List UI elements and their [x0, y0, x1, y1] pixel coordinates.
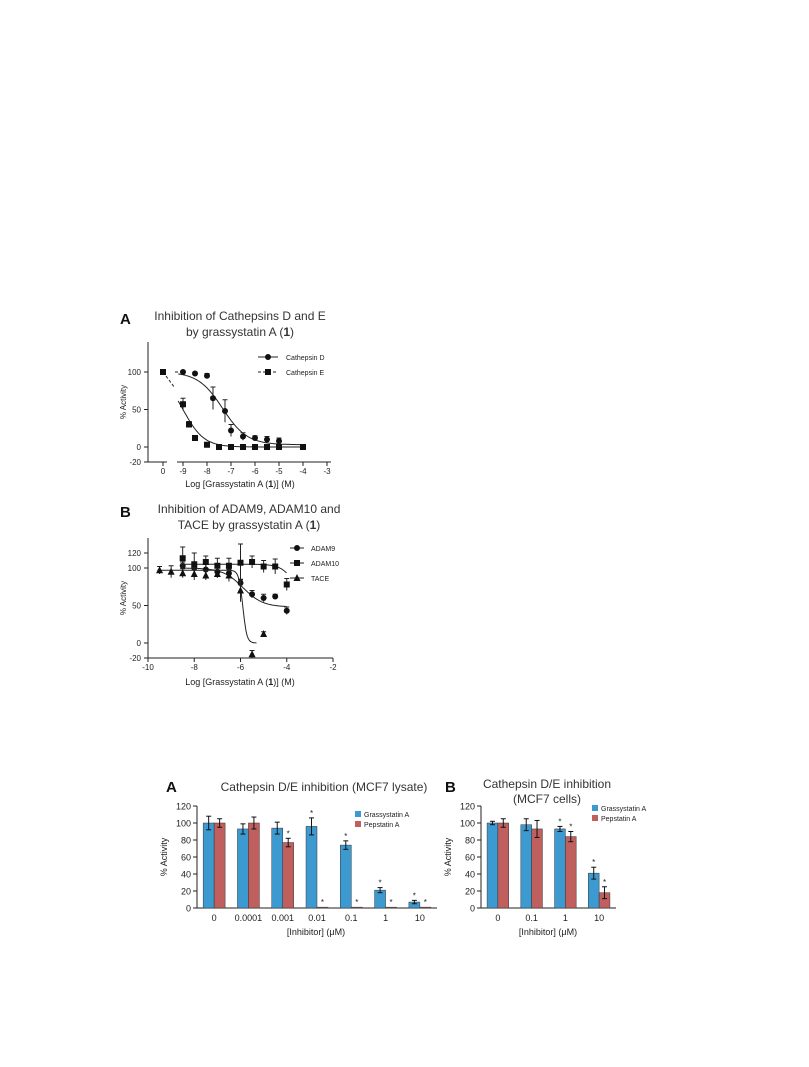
- bar-pepstatin-a: [317, 907, 328, 908]
- bar-grassystatin-a: [237, 829, 248, 908]
- x-tick-label: 0.01: [308, 913, 326, 923]
- figure2-panel-b: [443, 775, 643, 805]
- significance-star: *: [423, 898, 427, 908]
- x-axis-label: Log [Grassystatin A (1)] (M): [185, 479, 295, 489]
- y-tick-label: 0: [185, 903, 191, 914]
- y-tick-label: -20: [129, 654, 141, 663]
- x-tick-label: 1: [562, 913, 568, 923]
- bar-pepstatin-a: [532, 829, 543, 908]
- x-tick-label: 0: [495, 913, 501, 923]
- x-tick-label: 1: [383, 913, 389, 923]
- y-tick-label: 20: [464, 886, 475, 897]
- legend-swatch: [592, 815, 598, 821]
- title-line1: Inhibition of ADAM9, ADAM10 and: [157, 502, 341, 516]
- significance-star: *: [309, 808, 314, 818]
- y-tick-label: 0: [469, 903, 475, 914]
- title-line2-post: ): [316, 518, 321, 532]
- y-tick-label: 0: [136, 443, 141, 452]
- bar-pepstatin-a: [283, 843, 294, 908]
- bar-pepstatin-a: [565, 837, 576, 908]
- bar-pepstatin-a: [351, 907, 362, 908]
- title-line2: (MCF7 cells): [513, 792, 581, 806]
- x-tick-label: -10: [142, 663, 154, 672]
- title-line2-bold: 1: [283, 325, 291, 339]
- figure1-panel-b: [110, 500, 360, 700]
- x-tick-label: 0: [160, 467, 166, 476]
- x-tick-label: -9: [179, 467, 187, 476]
- bar-grassystatin-a: [203, 823, 214, 908]
- legend-label: Pepstatin A: [364, 822, 400, 829]
- legend-label: TACE: [311, 576, 330, 583]
- chart-title: [144, 501, 354, 533]
- y-tick-label: 120: [459, 801, 475, 812]
- significance-star: *: [355, 898, 359, 908]
- y-tick-label: 20: [180, 886, 191, 897]
- y-tick-label: 0: [136, 639, 141, 648]
- x-tick-label: -3: [323, 467, 331, 476]
- significance-star: *: [569, 822, 573, 832]
- y-tick-label: 50: [132, 601, 141, 611]
- x-tick-label: 0.1: [525, 913, 538, 923]
- bar-grassystatin-a: [375, 890, 386, 908]
- title-line1: Inhibition of Cathepsins D and E: [154, 309, 326, 323]
- figure2-panel-a: [164, 775, 444, 805]
- y-tick-label: 100: [127, 368, 141, 377]
- significance-star: *: [592, 858, 596, 868]
- panel-label: A: [120, 311, 131, 328]
- title-line2-post: ): [290, 325, 295, 339]
- x-axis-label: Log [Grassystatin A (1)] (M): [185, 677, 295, 687]
- chart-title: Cathepsin D/E inhibition (MCF7 lysate): [220, 780, 428, 794]
- x-tick-label: 0: [211, 913, 217, 923]
- y-tick-label: 120: [127, 549, 141, 558]
- y-axis-label: % Activity: [159, 837, 169, 877]
- x-tick-label: -8: [203, 467, 211, 476]
- significance-star: *: [286, 829, 290, 839]
- significance-star: *: [389, 898, 393, 908]
- bar-grassystatin-a: [487, 823, 498, 908]
- legend-label: ADAM9: [311, 546, 336, 553]
- legend-label: Grassystatin A: [601, 806, 647, 813]
- y-tick-label: 120: [175, 801, 191, 812]
- panel-label: A: [166, 779, 177, 796]
- y-tick-label: 60: [464, 852, 475, 863]
- significance-star: *: [412, 891, 416, 901]
- bar-pepstatin-a: [214, 823, 225, 908]
- x-tick-label: -6: [251, 467, 259, 476]
- bar-grassystatin-a: [409, 902, 420, 908]
- bar-pepstatin-a: [248, 823, 259, 908]
- significance-star: *: [558, 817, 562, 827]
- y-tick-label: 50: [132, 405, 141, 415]
- bar-pepstatin-a: [599, 893, 610, 908]
- x-axis-label: [Inhibitor] (μM): [286, 927, 346, 937]
- x-tick-label: 0.001: [271, 913, 294, 923]
- x-tick-label: 10: [414, 913, 425, 923]
- y-tick-label: 100: [175, 818, 191, 829]
- y-tick-label: 100: [127, 564, 141, 573]
- y-tick-label: -20: [129, 458, 141, 467]
- y-tick-label: 100: [459, 818, 475, 829]
- bar-grassystatin-a: [272, 828, 283, 908]
- significance-star: *: [602, 877, 607, 887]
- y-tick-label: 80: [180, 835, 191, 846]
- bar-grassystatin-a: [521, 825, 532, 908]
- bar-grassystatin-a: [340, 845, 351, 908]
- y-axis-label: % Activity: [119, 384, 128, 420]
- x-axis-label: [Inhibitor] (μM): [518, 927, 578, 937]
- x-tick-label: -5: [275, 467, 283, 476]
- bar-pepstatin-a: [420, 907, 431, 908]
- title-line2-bold: 1: [309, 518, 317, 532]
- significance-star: *: [344, 831, 348, 841]
- y-tick-label: 80: [464, 835, 475, 846]
- panel-label: B: [445, 779, 456, 796]
- y-axis-label: % Activity: [443, 837, 453, 877]
- chart-title: [140, 308, 340, 340]
- y-tick-label: 40: [180, 869, 191, 880]
- significance-star: *: [378, 878, 382, 888]
- x-tick-label: -6: [236, 663, 245, 672]
- x-tick-label: 0.1: [345, 913, 358, 923]
- bar-grassystatin-a: [306, 826, 317, 908]
- legend-label: Cathepsin D: [286, 355, 325, 362]
- y-tick-label: 40: [464, 869, 475, 880]
- title-line1: Cathepsin D/E inhibition: [482, 777, 612, 791]
- significance-star: *: [320, 898, 325, 908]
- x-tick-label: 10: [594, 913, 605, 923]
- legend-label: Grassystatin A: [364, 812, 410, 819]
- bar-grassystatin-a: [588, 873, 599, 908]
- legend-swatch: [355, 821, 361, 827]
- y-axis-label: % Activity: [119, 580, 128, 616]
- title-line2-pre: TACE by grassystatin A (: [177, 518, 310, 532]
- legend-swatch: [355, 811, 361, 817]
- bar-pepstatin-a: [386, 907, 397, 908]
- chart-title: [467, 777, 627, 807]
- bar-pepstatin-a: [498, 823, 509, 908]
- x-tick-label: -8: [190, 663, 198, 672]
- legend-label: ADAM10: [311, 561, 340, 568]
- title-line2-pre: by grassystatin A (: [185, 325, 284, 339]
- x-tick-label: -7: [227, 467, 235, 476]
- legend-label: Pepstatin A: [601, 816, 637, 823]
- x-tick-label: -4: [283, 663, 291, 672]
- panel-label: B: [120, 504, 131, 521]
- x-tick-label: 0.0001: [234, 913, 263, 923]
- y-tick-label: 60: [180, 852, 191, 863]
- x-tick-label: -2: [329, 663, 337, 672]
- figure1-panel-a: [110, 305, 350, 505]
- bar-grassystatin-a: [555, 829, 566, 908]
- x-tick-label: -4: [299, 467, 307, 476]
- legend-label: Cathepsin E: [286, 370, 325, 377]
